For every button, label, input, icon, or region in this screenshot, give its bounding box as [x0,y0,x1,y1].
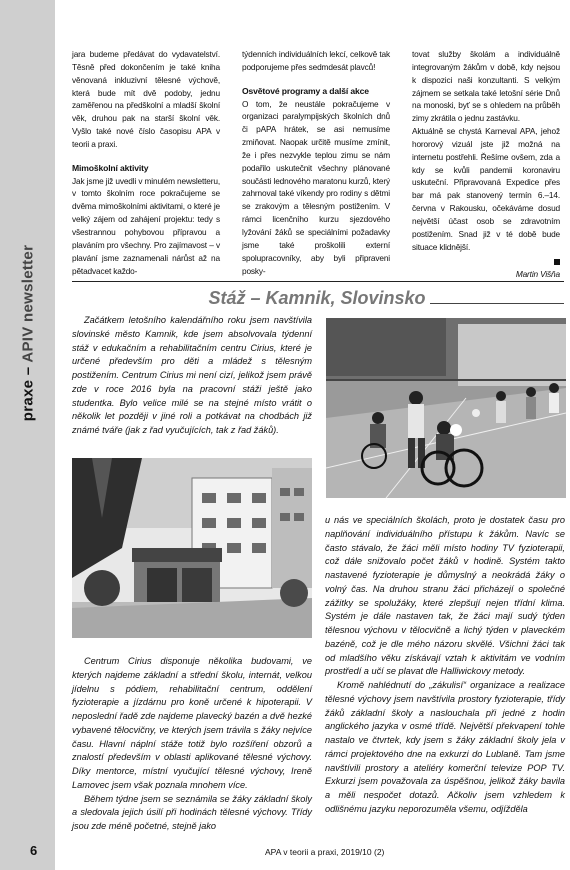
building-photo-image [72,458,312,638]
col3-body2: Aktuálně se chystá Karneval APA, jehož hororový vizuál jste již možná na internetu postřehli. Řešíme ovšem, zda a kdy se kvůli pandemii koronaviru uskuteční. Připravovaná Expedice přes bar má pak stanovený termín 6.–14. června v Rakousku, očekáváme dosud největší účast osob se zdravotním postižením. Snad již v té době bude situace klidnější. [412,126,560,252]
sidebar-separator: – [19,362,37,380]
page-number: 6 [30,843,38,858]
footer-journal: APA v teorii a praxi, 2019/10 (2) [265,847,385,857]
column-2 [242,48,390,277]
col3-body1: tovat služby školám a individuálně integrovaným žákům v době, kdy nejsou k dispozici naši konzultanti. S velkým zájmem se setkala také letošní série Dnů na monoski, byť se s ohledem na průběh zimy zkrátila o jednu zastávku. [412,49,560,124]
col2-body: O tom, že neustále pokračujeme v organizaci paralympijských školních dnů či pAPA hrátek, se asi nemusíme zmiňovat. Naopak určitě musíme zmínit, že i přes nezvykle teplou zimu se nám podařilo uskutečnit všechny plánované součásti lednového maratonu kurzů, který zahrnoval také víkendy pro rodiny s dětmi se zrakovým a tělesným postižením. V rámci licenčního kurzu sjezdového lyžování žáků se speciálními požadavky jsme také proškolili externí spolupracovníky, aby byli připraveni posky- [242,98,390,276]
gym-photo-image [326,318,566,498]
col1-body: Jak jsme již uvedli v minulém newsletteru, v tomto školním roce pokračujeme se dvěma mimoškolními aktivitami, o které je velký zájem od zahájení projektu: tedy s všestrannou pohybovou přípravou a plaváním pro všechny. Pro zajímavost – v plavání jsme zaznamenali nárůst až na pětadvacet každo- [72,175,220,276]
column-1 [72,48,220,277]
col1-intro: jara budeme předávat do vydavatelství. Těsně před dokončením je také kniha věnovaná inkluzivní tělesné výchově, která bude mít dvě podoby, jednu zaměřenou na předškolní a mladší školní věk, druhou pak na starší školní věk. Vyšlo také nové číslo časopisu APA v teorii a praxi. [72,49,220,149]
article-lead [72,314,312,438]
top-columns [72,48,560,280]
right-paragraph-2: Kromě nahlédnutí do „zákulisí“ organizace a realizace tělesné výchovy jsem navštívila prostory fyzioterapie, třídy žáků základní školy a naslouchala při jedné z hodin anglického jazyka v osmé třídě. Největší překvapení tohle nastalo ve čtvrtek, kdy jsem s žáky základní školy jela v rámci projektového dne na exkurzi do Lublaně. Tam jsme navštívili prostory a ateliéry komerční televize POP TV. Exkurzi jsem považovala za úspěšnou, jelikož žáky bavila a měli nespočet dotazů. Ačkoliv jsem vzhledem k odlišnému jazyku neporozuměla všemu, odjížděla [325,680,565,814]
left-paragraph-1: Centrum Cirius disponuje několika budovami, ve kterých najdeme základní a střední školu, internát, velkou jídelnu s pódiem, rehabilitační centrum, oddělení fyzioterapie a jízdárnu pro koně určené k hipoterapii. V neposlední řadě zde najdeme plavecký bazén a dvě hezké vybavené tělocvičny, ve kterých jsem trávila s žáky nejvíce času. Hlavní náplní stáže totiž bylo rozšíření obzorů a znalostí především v oblasti aplikované tělesné výchovy. Díky mentorce, místní vyučující tělesné výchovy, Ireně Lamovec jsem však poznala mnohem více. [72,656,312,790]
section-divider [72,281,564,282]
author-name: Martin Višňa [515,269,560,280]
left-paragraph-2: Během týdne jsem se seznámila se žáky základní školy a sledovala jejich úsilí při hodinách tělesné výchovy. Třídy jsou zde méně početné, stejně jako [72,793,312,831]
lead-paragraph: Začátkem letošního kalendářního roku jsem navštívila slovinské město Kamnik, kde jsem absolvovala týdenní stáž v edukačním a rehabilitačním centru Cirius, které je určené především pro děti a mládež s tělesným postižením. Centrum Cirius mi není cizí, jelikož jsem právě zde v roce 2016 byla na pracovní stáži ještě jako studentka. Bylo velice milé se na stejné místo vrátit o několik let později v jiné roli a potkávat na chodbách již známé tváře (jak z řad vyučujících, tak z řad žáků). [72,315,312,435]
sidebar-tab [0,0,55,870]
building-photo [72,458,312,638]
article-left-column [72,655,312,834]
sidebar-section: praxe [19,379,37,422]
sidebar-label [20,245,37,421]
right-paragraph-1: u nás ve speciálních školách, proto je dostatek času pro naplňování individuálního přístupu k žákům. Navíc se často stávalo, že žáci měli místo hodiny TV fyzioterapii, což dále snižovalo počet žáků v hodině. Systém takto nastavené fyzioterapie je důmyslný a neokrádá žáky o volný čas. Na druhou stranu žáci přicházejí o společné zážitky se spolužáky, které zlepšují nejen třídní klima. Systém je dále nastaven tak, že žáci mají sudý týden tělesnou výchovu v tělocvičně a lichý týden v plaveckém bazéně, což je dle mého názoru skvělé. Všichni žáci tak od mladšího věku získávají vztah k aktivitám ve vodním prostředí a učí se plavat dle Halliwickovy metody. [325,515,565,677]
column-3 [412,48,560,281]
sidebar-newsletter: APIV newsletter [19,244,37,363]
title-underline [430,303,564,304]
col2-heading: Osvětové programy a další akce [242,85,369,96]
col1-heading: Mimoškolní aktivity [72,162,149,173]
article-title: Stáž – Kamnik, Slovinsko [208,288,426,308]
article-right-column [325,514,565,817]
end-mark-icon [554,259,560,265]
col2-intro: týdenních individuálních lekcí, celkově tak podporujeme přes sedmdesát plavců! [242,49,390,72]
author-line [412,256,560,282]
gym-photo [326,318,566,498]
